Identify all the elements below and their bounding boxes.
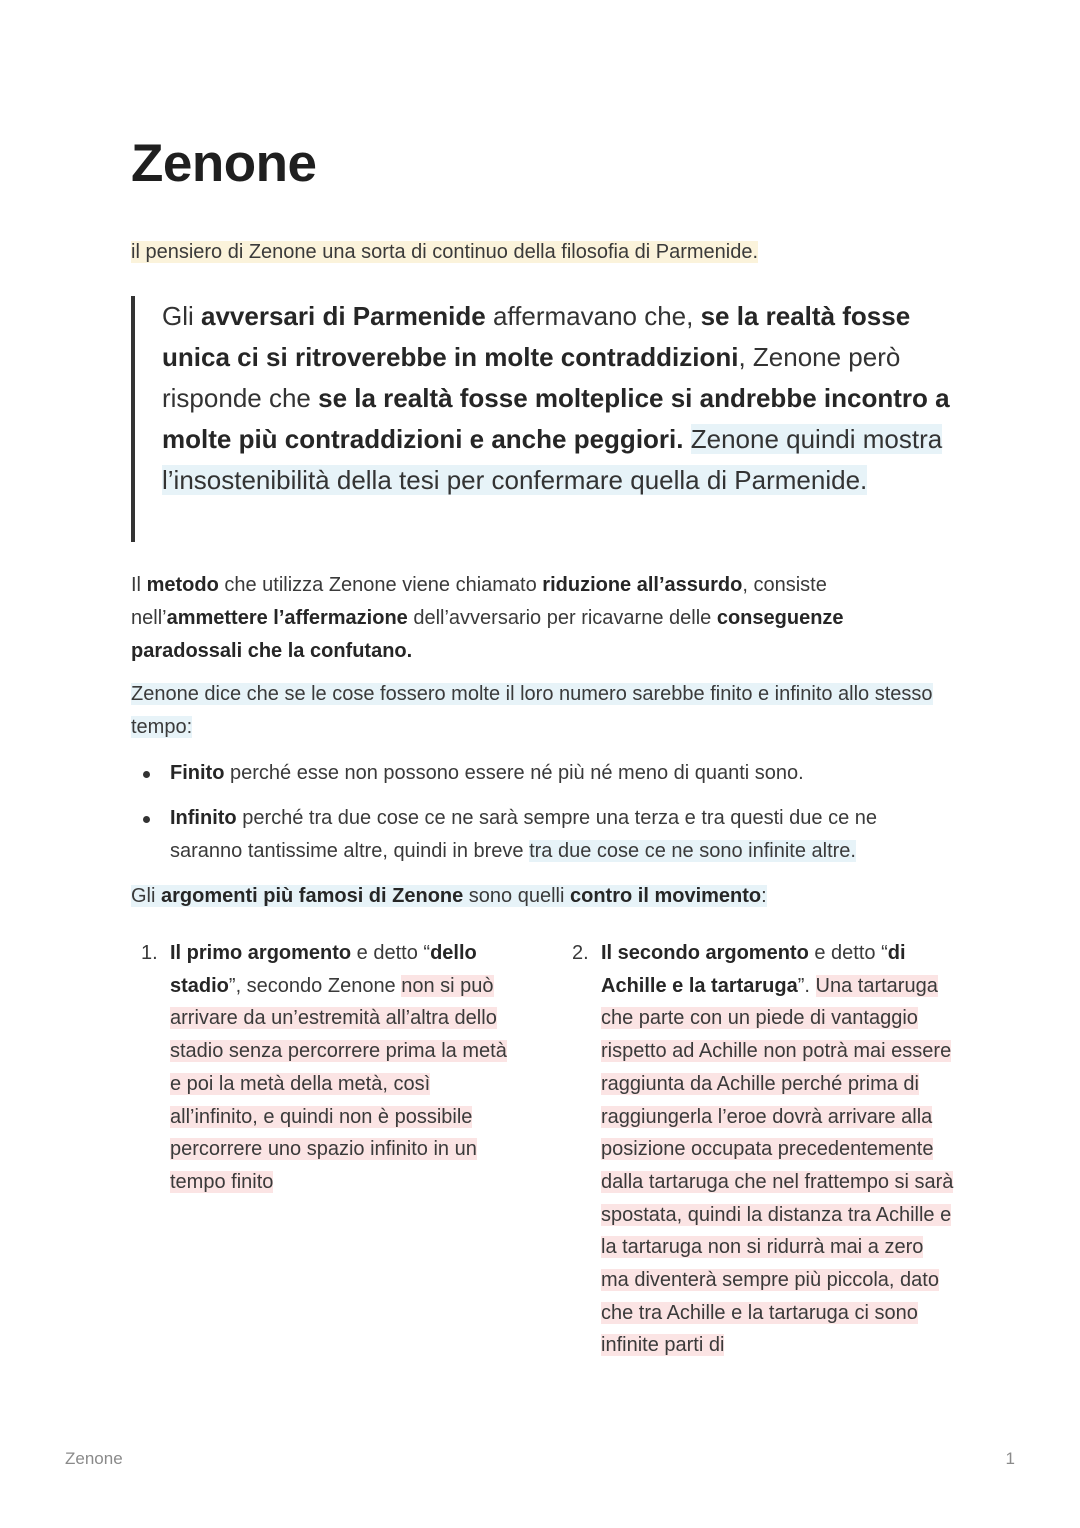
- metodo-text-run: , consiste nell’: [131, 574, 827, 629]
- intro-highlight: il pensiero di Zenone una sorta di continuo della filosofia di Parmenide.: [131, 241, 759, 263]
- quote-text-run: [684, 424, 691, 454]
- blockquote: [131, 296, 951, 542]
- finito-text: perché esse non possono essere né più né meno di quanti sono.: [224, 762, 804, 784]
- quote-text-run: Gli: [162, 301, 201, 331]
- metodo-text-run: dell’avversario per ricavarne delle: [407, 607, 717, 629]
- quote-text: [162, 296, 951, 501]
- list-number: 2.: [572, 942, 589, 964]
- metodo-bold: metodo: [146, 574, 219, 596]
- zenone-dice-paragraph: [131, 678, 951, 744]
- metodo-text-run: Il: [131, 574, 147, 596]
- arg2-text-run: e detto “: [808, 942, 888, 964]
- arg2-bold-name: di Achille e la tartaruga: [601, 942, 906, 997]
- arg1-text-run: e detto “: [351, 942, 431, 964]
- quote-text-run: , Zenone però risponde che: [162, 342, 901, 413]
- list-item: [131, 802, 951, 868]
- arg1-highlight: non si può arrivare da un’estremità all’altra dello stadio senza percorrere prima la metà e poi la metà della metà, così all’infinito, e quindi non è possibile percorrere uno spazio infinito in un tempo finito: [170, 974, 507, 1193]
- argomenti-highlight: [131, 885, 767, 907]
- argomenti-bold: argomenti più famosi di Zenone: [161, 885, 464, 907]
- movimento-bold: contro il movimento: [570, 885, 762, 907]
- infinito-highlight: tra due cose ce ne sono infinite altre.: [529, 840, 856, 862]
- footer-title: Zenone: [65, 1449, 123, 1468]
- list-number: 1.: [141, 942, 158, 964]
- argument-1-text: [131, 937, 523, 1199]
- argomenti-text-run: :: [761, 885, 767, 907]
- argument-2: [562, 937, 954, 1362]
- arg2-bold-title: Il secondo argomento: [601, 942, 809, 964]
- quote-bold-avversari: avversari di Parmenide: [201, 301, 486, 331]
- argomenti-text-run: Gli: [131, 885, 161, 907]
- conseguenze-bold: conseguenze paradossali che la confutano.: [131, 607, 844, 662]
- page-number: 1: [1005, 1449, 1015, 1468]
- quote-bold-molteplice: se la realtà fosse molteplice si andrebbe incontro a molte più contraddizioni e anche peggiori.: [162, 383, 950, 454]
- infinito-text: perché tra due cose ce ne sarà sempre una terza e tra questi due ce ne saranno tantissime altre, quindi in breve: [170, 807, 878, 862]
- arg2-highlight: Una tartaruga che parte con un piede di vantaggio rispetto ad Achille non potrà mai essere raggiunta da Achille perché prima di raggiungerla l’eroe dovrà arrivare alla posizione occupata precedentemente dalla tartaruga che nel frattempo si sarà spostata, quindi la distanza tra Achille e la tartaruga non si ridurrà mai a zero ma diventerà sempre più piccola, dato che tra Achille e la tartaruga ci sono infinite parti di: [601, 974, 954, 1357]
- bullet-list: [131, 757, 951, 868]
- ammettere-bold: ammettere l’affermazione: [166, 607, 408, 629]
- bullet-icon: [143, 771, 150, 778]
- finito-bold: Finito: [170, 762, 225, 784]
- metodo-text-run: che utilizza Zenone viene chiamato: [218, 574, 543, 596]
- riduzione-bold: riduzione all’assurdo: [542, 574, 743, 596]
- infinito-bold: Infinito: [170, 807, 237, 829]
- quote-highlight: Zenone quindi mostra l’insostenibilità della tesi per confermare quella di Parmenide.: [162, 424, 943, 495]
- zenone-dice-highlight: Zenone dice che se le cose fossero molte il loro numero sarebbe finito e infinito allo stesso tempo:: [131, 683, 933, 738]
- arg1-bold-name: dello stadio: [170, 942, 477, 997]
- quote-text-run: affermavano che,: [485, 301, 701, 331]
- page-title: Zenone: [131, 134, 317, 193]
- arg1-text-run: ”, secondo Zenone: [228, 974, 402, 997]
- arg2-text-run: ”.: [797, 974, 816, 997]
- arg1-bold-title: Il primo argomento: [170, 942, 352, 964]
- bullet-icon: [143, 816, 150, 823]
- argument-2-text: [562, 937, 954, 1362]
- argument-1: [131, 937, 523, 1199]
- quote-bold-unica: se la realtà fosse unica ci si ritroverebbe in molte contraddizioni: [162, 301, 911, 372]
- argomenti-text-run: sono quelli: [463, 885, 570, 907]
- intro-paragraph: [131, 236, 951, 269]
- metodo-paragraph: [131, 569, 931, 668]
- list-item: [131, 757, 951, 790]
- argomenti-paragraph: [131, 880, 951, 913]
